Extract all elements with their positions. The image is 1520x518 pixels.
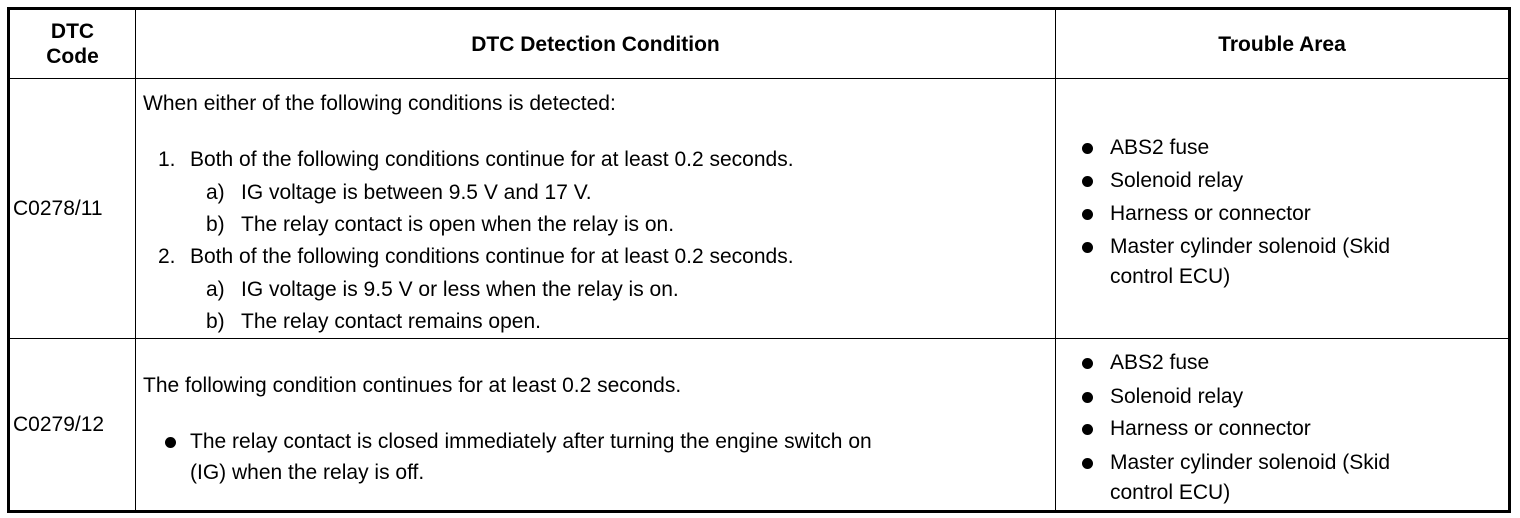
sub-letter: a) [206, 278, 225, 301]
header-condition: DTC Detection Condition [471, 32, 720, 56]
header-code-line2: Code [46, 45, 99, 68]
sub-letter: b) [206, 213, 225, 236]
area-item: Master cylinder solenoid (Skid [1110, 451, 1391, 474]
row1-code-text: C0278/11 [13, 196, 103, 220]
area-item: Harness or connector [1110, 417, 1311, 440]
header-trouble-area: Trouble Area [1218, 32, 1346, 56]
area-item: Harness or connector [1110, 202, 1311, 225]
row-divider [10, 78, 1508, 79]
header-code-line1: DTC [50, 20, 95, 43]
header-code [10, 10, 135, 78]
sub-letter: a) [206, 181, 225, 204]
area-item: ABS2 fuse [1110, 351, 1210, 374]
row-divider [10, 338, 1508, 339]
sub-letter: b) [206, 310, 225, 333]
item-text: Both of the following conditions continue for at least 0.2 seconds. [190, 245, 794, 268]
area-item-cont: control ECU) [1110, 265, 1231, 288]
bullet-text: The relay contact is closed immediately after turning the engine switch on [190, 430, 872, 453]
bullet-icon [165, 437, 176, 448]
area-item: Solenoid relay [1110, 385, 1244, 408]
item-number: 2. [158, 245, 176, 268]
bullet-icon [1082, 458, 1093, 469]
bullet-icon [1082, 143, 1093, 154]
row2-code-text: C0279/12 [13, 412, 105, 436]
bullet-icon [1082, 176, 1093, 187]
bullet-text-cont: (IG) when the relay is off. [190, 461, 425, 484]
bullet-icon [1082, 392, 1093, 403]
row2-intro: The following condition continues for at least 0.2 seconds. [143, 374, 682, 397]
bullet-icon [1082, 358, 1093, 369]
row2-code [10, 339, 135, 510]
area-item: Solenoid relay [1110, 169, 1244, 192]
bullet-icon [1082, 424, 1093, 435]
area-item: ABS2 fuse [1110, 136, 1210, 159]
sub-text: The relay contact remains open. [241, 310, 541, 333]
sub-text: The relay contact is open when the relay is on. [241, 213, 675, 236]
bullet-icon [1082, 209, 1093, 220]
sub-text: IG voltage is 9.5 V or less when the relay is on. [241, 278, 679, 301]
dtc-table [7, 7, 1511, 513]
area-item: Master cylinder solenoid (Skid [1110, 235, 1391, 258]
area-item-cont: control ECU) [1110, 481, 1231, 504]
column-divider [135, 10, 136, 510]
item-number: 1. [158, 148, 176, 171]
column-divider [1055, 10, 1056, 510]
bullet-icon [1082, 242, 1093, 253]
row1-intro: When either of the following conditions is detected: [143, 92, 616, 115]
row1-code [10, 79, 135, 338]
sub-text: IG voltage is between 9.5 V and 17 V. [241, 181, 592, 204]
item-text: Both of the following conditions continue for at least 0.2 seconds. [190, 148, 794, 171]
